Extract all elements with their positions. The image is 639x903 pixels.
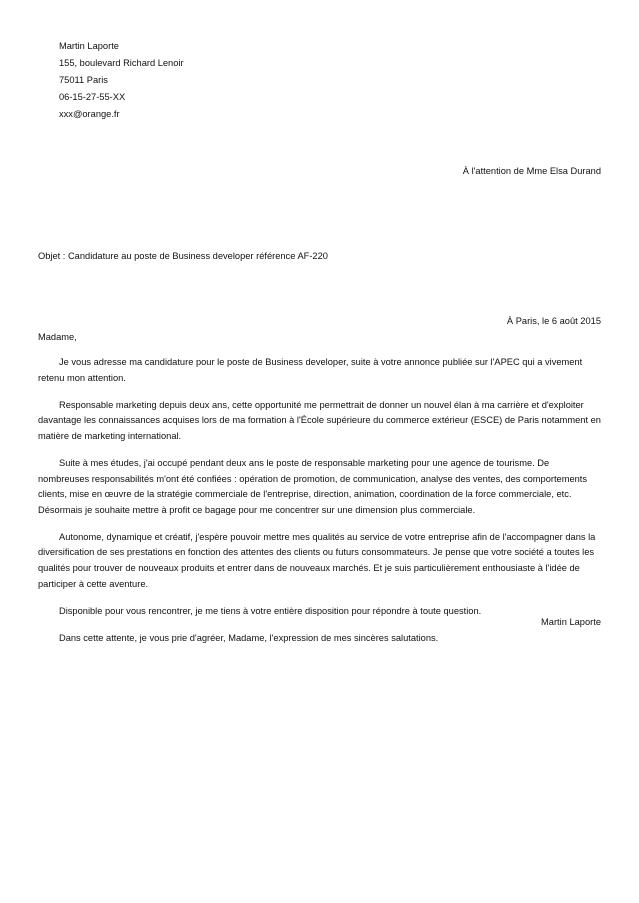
sender-phone: 06-15-27-55-XX [59, 92, 126, 102]
sender-name: Martin Laporte [59, 41, 119, 51]
body-paragraph-3: Suite à mes études, j'ai occupé pendant deux ans le poste de responsable marketing pour une agence de tourisme. De nombreuses responsabilités m'ont été confiées : opération de promotion, de communication, analyse des ventes, des comportements clients, mise en œuvre de la stratégie commerciale de l'entreprise, direction, animation, coordination de la force commerciale, etc. Désormais je souhaite mettre à profit ce bagage pour me concentrer sur une dimension plus commerciale. [38, 457, 588, 515]
sender-street: 155, boulevard Richard Lenoir [59, 58, 184, 68]
recipient-line: À l'attention de Mme Elsa Durand [462, 166, 601, 176]
body-paragraph-2: Responsable marketing depuis deux ans, cette opportunité me permettrait de donner un nouvel élan à ma carrière et d'exploiter davantage les connaissances acquises lors de ma formation à l'École supérieure du commerce extérieur (ESCE) de Paris notamment en matière de marketing international. [38, 399, 601, 441]
body-paragraph-1: Je vous adresse ma candidature pour le poste de Business developer, suite à votre annonce publiée sur l'APEC qui a vivement retenu mon attention. [38, 357, 583, 383]
subject-line: Objet : Candidature au poste de Business developer référence AF-220 [38, 251, 328, 261]
letter-body [38, 355, 602, 658]
body-paragraph-5: Disponible pour vous rencontrer, je me tiens à votre entière disposition pour répondre à toute question. [59, 605, 482, 616]
salutation: Madame, [38, 332, 77, 342]
body-paragraph-4: Autonome, dynamique et créatif, j'espère pouvoir mettre mes qualités au service de votre entreprise afin de l'accompagner dans la diversification de ses prestations en fonction des attentes des clients ou futurs consommateurs. Je pense que votre société a toutes les qualités pour trouver de nouveaux produits et entrer dans de nouveaux marchés. Et je suis particulièrement enthousiaste à l'idée de participer à cette aventure. [38, 531, 596, 589]
sender-city: 75011 Paris [59, 75, 108, 85]
sender-email: xxx@orange.fr [59, 109, 120, 119]
signature: Martin Laporte [541, 617, 601, 627]
body-paragraph-6: Dans cette attente, je vous prie d'agréer, Madame, l'expression de mes sincères salutations. [59, 632, 439, 643]
sender-address-block [59, 38, 184, 123]
date-line: À Paris, le 6 août 2015 [506, 316, 601, 326]
